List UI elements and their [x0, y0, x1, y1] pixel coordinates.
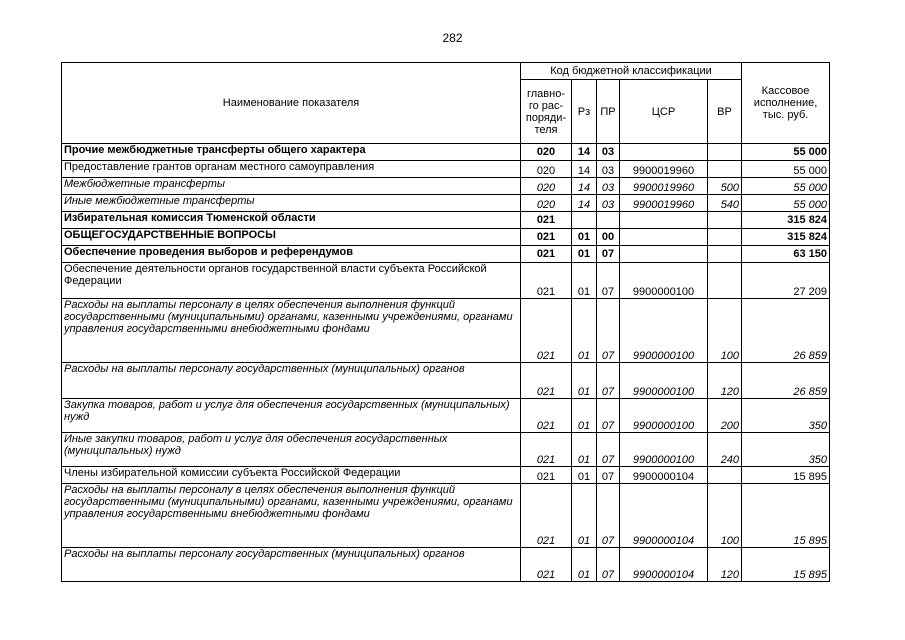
row-amount: 15 895 — [742, 548, 830, 582]
row-glav: 021 — [521, 229, 572, 246]
table-row — [62, 433, 830, 467]
table-row — [62, 161, 830, 178]
row-pr: 03 — [597, 144, 620, 161]
row-name: Избирательная комиссия Тюменской области — [62, 212, 521, 229]
row-csr: 9900000104 — [620, 467, 708, 484]
row-pr: 00 — [597, 229, 620, 246]
row-csr: 9900000104 — [620, 548, 708, 582]
table-row — [62, 399, 830, 433]
row-csr: 9900000104 — [620, 484, 708, 548]
row-name: Расходы на выплаты персоналу в целях обеспечения выполнения функций государственными (муниципальными) органами, казенными учреждениями, органами управления государственными внебюджетными фондами — [62, 299, 521, 363]
header-glav: главно-го рас-поряди-теля — [521, 80, 572, 144]
table-row — [62, 363, 830, 399]
row-name: Расходы на выплаты персоналу в целях обеспечения выполнения функций государственными (муниципальными) органами, казенными учреждениями, органами управления государственными внебюджетными фондами — [62, 484, 521, 548]
row-name: Расходы на выплаты персоналу государственных (муниципальных) органов — [62, 363, 521, 399]
row-vr: 120 — [708, 548, 742, 582]
table-row — [62, 229, 830, 246]
row-glav: 021 — [521, 433, 572, 467]
row-vr: 500 — [708, 178, 742, 195]
row-glav: 021 — [521, 212, 572, 229]
row-csr: 9900000100 — [620, 399, 708, 433]
table-row — [62, 144, 830, 161]
row-vr — [708, 229, 742, 246]
row-csr: 9900000100 — [620, 363, 708, 399]
row-glav: 021 — [521, 363, 572, 399]
row-glav: 021 — [521, 467, 572, 484]
header-rz: Рз — [572, 80, 597, 144]
row-pr: 07 — [597, 299, 620, 363]
table-row — [62, 299, 830, 363]
row-vr — [708, 467, 742, 484]
header-vr: ВР — [708, 80, 742, 144]
row-pr: 07 — [597, 399, 620, 433]
row-pr: 03 — [597, 161, 620, 178]
row-csr: 9900000100 — [620, 299, 708, 363]
row-glav: 020 — [521, 144, 572, 161]
row-amount: 26 859 — [742, 363, 830, 399]
row-amount: 315 824 — [742, 229, 830, 246]
row-glav: 020 — [521, 178, 572, 195]
header-name: Наименование показателя — [62, 63, 521, 144]
row-rz: 14 — [572, 178, 597, 195]
page-number: 282 — [442, 31, 463, 45]
row-csr — [620, 246, 708, 263]
header-code-group: Код бюджетной классификации — [521, 63, 742, 80]
row-csr: 9900019960 — [620, 195, 708, 212]
budget-table — [61, 62, 830, 582]
row-vr: 120 — [708, 363, 742, 399]
row-name: Прочие межбюджетные трансферты общего характера — [62, 144, 521, 161]
row-vr — [708, 212, 742, 229]
row-rz: 01 — [572, 363, 597, 399]
table-row — [62, 467, 830, 484]
row-name: Межбюджетные трансферты — [62, 178, 521, 195]
row-amount: 55 000 — [742, 144, 830, 161]
row-name: Иные закупки товаров, работ и услуг для обеспечения государственных (муниципальных) нужд — [62, 433, 521, 467]
row-amount: 15 895 — [742, 484, 830, 548]
row-amount: 26 859 — [742, 299, 830, 363]
row-csr — [620, 144, 708, 161]
row-vr — [708, 246, 742, 263]
table-row — [62, 246, 830, 263]
row-rz: 01 — [572, 433, 597, 467]
table-row — [62, 263, 830, 299]
row-rz: 01 — [572, 467, 597, 484]
header-csr: ЦСР — [620, 80, 708, 144]
row-pr: 07 — [597, 263, 620, 299]
row-pr: 07 — [597, 467, 620, 484]
row-amount: 55 000 — [742, 195, 830, 212]
row-rz — [572, 212, 597, 229]
row-amount: 55 000 — [742, 178, 830, 195]
row-vr: 240 — [708, 433, 742, 467]
table-row — [62, 178, 830, 195]
row-glav: 021 — [521, 484, 572, 548]
row-glav: 021 — [521, 299, 572, 363]
row-vr: 100 — [708, 484, 742, 548]
row-csr: 9900019960 — [620, 178, 708, 195]
row-amount: 350 — [742, 433, 830, 467]
table-row — [62, 195, 830, 212]
row-pr: 07 — [597, 484, 620, 548]
row-vr — [708, 144, 742, 161]
row-pr: 07 — [597, 363, 620, 399]
row-amount: 15 895 — [742, 467, 830, 484]
row-pr — [597, 212, 620, 229]
row-pr: 07 — [597, 548, 620, 582]
row-glav: 021 — [521, 246, 572, 263]
row-csr: 9900019960 — [620, 161, 708, 178]
row-name: Обеспечение деятельности органов государственной власти субъекта Российской Федерации — [62, 263, 521, 299]
row-rz: 14 — [572, 161, 597, 178]
row-rz: 01 — [572, 263, 597, 299]
row-csr — [620, 229, 708, 246]
row-pr: 03 — [597, 178, 620, 195]
row-name: Иные межбюджетные трансферты — [62, 195, 521, 212]
row-glav: 020 — [521, 195, 572, 212]
row-csr — [620, 212, 708, 229]
row-name: Члены избирательной комиссии субъекта Российской Федерации — [62, 467, 521, 484]
row-pr: 07 — [597, 433, 620, 467]
row-rz: 01 — [572, 246, 597, 263]
row-rz: 01 — [572, 299, 597, 363]
row-amount: 63 150 — [742, 246, 830, 263]
row-glav: 020 — [521, 161, 572, 178]
row-glav: 021 — [521, 399, 572, 433]
row-rz: 01 — [572, 399, 597, 433]
row-amount: 27 209 — [742, 263, 830, 299]
row-glav: 021 — [521, 263, 572, 299]
row-glav: 021 — [521, 548, 572, 582]
row-vr: 200 — [708, 399, 742, 433]
row-amount: 315 824 — [742, 212, 830, 229]
row-name: Предоставление грантов органам местного самоуправления — [62, 161, 521, 178]
row-name: ОБЩЕГОСУДАРСТВЕННЫЕ ВОПРОСЫ — [62, 229, 521, 246]
row-vr: 100 — [708, 299, 742, 363]
row-amount: 55 000 — [742, 161, 830, 178]
row-rz: 01 — [572, 229, 597, 246]
table-row — [62, 484, 830, 548]
row-name: Расходы на выплаты персоналу государственных (муниципальных) органов — [62, 548, 521, 582]
row-rz: 14 — [572, 144, 597, 161]
row-vr — [708, 161, 742, 178]
row-name: Закупка товаров, работ и услуг для обеспечения государственных (муниципальных) нужд — [62, 399, 521, 433]
row-vr: 540 — [708, 195, 742, 212]
table-header — [62, 63, 830, 144]
row-pr: 07 — [597, 246, 620, 263]
row-rz: 01 — [572, 548, 597, 582]
row-vr — [708, 263, 742, 299]
row-rz: 14 — [572, 195, 597, 212]
row-rz: 01 — [572, 484, 597, 548]
header-pr: ПР — [597, 80, 620, 144]
header-amount: Кассовое исполнение, тыс. руб. — [742, 63, 830, 144]
row-csr: 9900000100 — [620, 433, 708, 467]
table-body — [62, 144, 830, 582]
row-csr: 9900000100 — [620, 263, 708, 299]
row-name: Обеспечение проведения выборов и референдумов — [62, 246, 521, 263]
row-amount: 350 — [742, 399, 830, 433]
table-row — [62, 212, 830, 229]
table-row — [62, 548, 830, 582]
row-pr: 03 — [597, 195, 620, 212]
